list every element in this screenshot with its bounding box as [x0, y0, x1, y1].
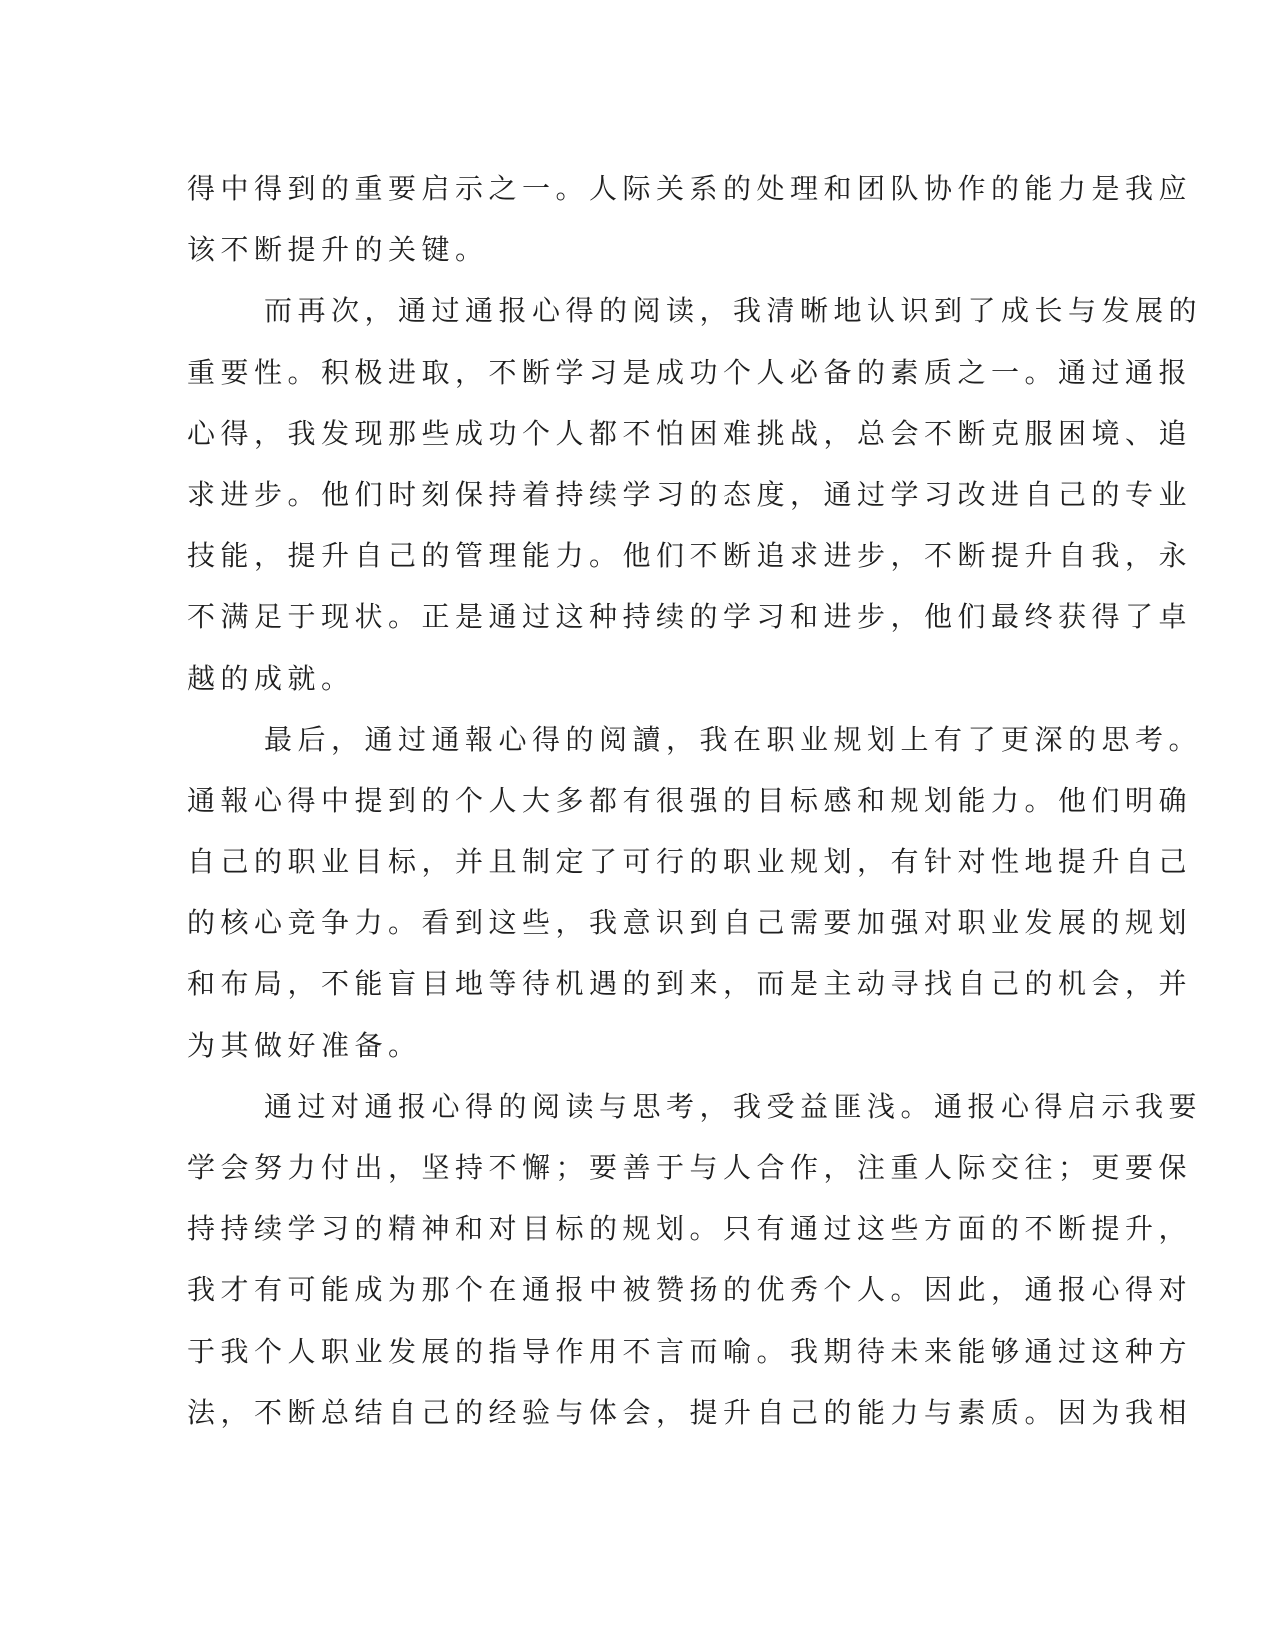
text-line: 该不断提升的关键。	[187, 233, 489, 267]
text-line: 学会努力付出，坚持不懈；要善于与人合作，注重人际交往；更要保	[187, 1151, 1193, 1184]
text-line: 求进步。他们时刻保持着持续学习的态度，通过学习改进自己的专业	[187, 477, 1193, 511]
text-line: 法，不断总结自己的经验与体会，提升自己的能力与素质。因为我相	[187, 1395, 1193, 1429]
text-line: 我才有可能成为那个在通报中被赞扬的优秀个人。因此，通报心得对	[187, 1273, 1193, 1307]
text-line: 自己的职业目标，并且制定了可行的职业规划，有针对性地提升自己	[187, 845, 1193, 879]
text-line: 心得，我发现那些成功个人都不怕困难挑战，总会不断克服困境、追	[187, 416, 1193, 450]
text-line: 持持续学习的精神和对目标的规划。只有通过这些方面的不断提升，	[187, 1212, 1193, 1246]
body-text	[187, 158, 1203, 1443]
text-line: 于我个人职业发展的指导作用不言而喻。我期待未来能够通过这种方	[187, 1334, 1193, 1368]
text-line: 越的成就。	[187, 661, 355, 695]
text-line: 和布局，不能盲目地等待机遇的到来，而是主动寻找自己的机会，并	[187, 967, 1193, 1001]
text-line: 通報心得中提到的个人大多都有很强的目标感和规划能力。他们明确	[187, 783, 1193, 817]
text-line: 为其做好准备。	[187, 1028, 422, 1062]
paragraph-start-line: 而再次，通过通报心得的阅读，我清晰地认识到了成长与发展的	[264, 294, 1203, 328]
text-line: 得中得到的重要启示之一。人际关系的处理和团队协作的能力是我应	[187, 172, 1193, 205]
text-line: 不满足于现状。正是通过这种持续的学习和进步，他们最终获得了卓	[187, 600, 1193, 634]
paragraph-start-line: 最后，通过通報心得的阅讀，我在职业规划上有了更深的思考。	[264, 722, 1203, 756]
text-line: 的核心竞争力。看到这些，我意识到自己需要加强对职业发展的规划	[187, 906, 1193, 940]
paragraph-start-line: 通过对通报心得的阅读与思考，我受益匪浅。通报心得启示我要	[264, 1089, 1203, 1123]
text-line: 重要性。积极进取，不断学习是成功个人必备的素质之一。通过通报	[187, 355, 1193, 389]
text-line: 技能，提升自己的管理能力。他们不断追求进步，不断提升自我，永	[187, 539, 1193, 573]
